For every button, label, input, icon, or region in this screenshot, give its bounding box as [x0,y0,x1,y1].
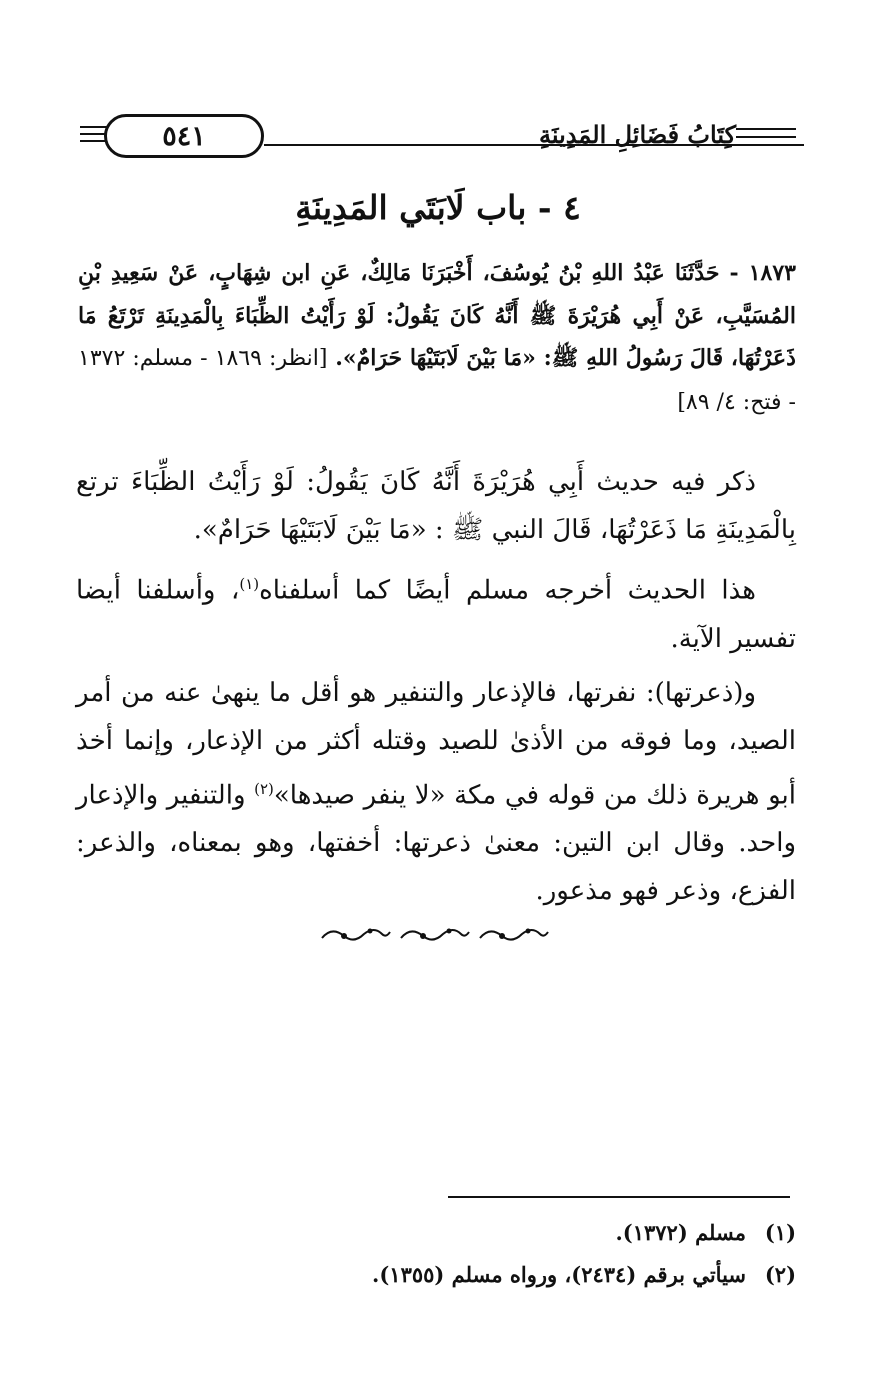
commentary-paragraph [76,669,796,916]
book-title: كِتَابُ فَضَائِلِ المَدِينَةِ [539,120,736,149]
paragraph-text: و(ذعرتها): نفرتها، فالإذعار والتنفير هو أقل ما ينهىٰ عنه من أمر الصيد، وما فوقه من الأذىٰ للصيد وقتله أكثر من الإذعار، وإنما أخذ أبو هريرة ذلك من قوله في مكة «لا ينفر صيدها» [76,677,796,811]
paragraph-text: والتنفير والإذعار واحد. وقال ابن التين: معنىٰ ذعرتها: أخفتها، وهو بمعناه، والذعر: الفزع، وذعر فهو مذعور. [76,780,796,907]
floral-divider-icon [399,924,471,946]
hadith-isnad-matn: ١٨٧٣ - حَدَّثَنَا عَبْدُ اللهِ بْنُ يُوسُفَ، أَخْبَرَنَا مَالِكٌ، عَنِ ابن شِهَابٍ، عَنْ سَعِيدِ بْنِ المُسَيَّبِ، عَنْ أَبِي هُرَيْرَةَ ﷺ أَنَّهُ كَانَ يَقُولُ: لَوْ رَأَيْتُ الظِّبَاءَ بِالْمَدِينَةِ تَرْتَعُ مَا ذَعَرْتُهَا، قَالَ رَسُولُ اللهِ ﷺ: «مَا بَيْنَ لَابَتَيْهَا حَرَامٌ». [78,260,796,371]
paragraph-text: هذا الحديث أخرجه مسلم أيضًا كما أسلفناه [259,575,756,606]
commentary-paragraph [76,560,796,663]
footnotes [200,1212,796,1296]
footnote [200,1212,796,1254]
paragraph-text: ، وأسلفنا أيضا تفسير الآية. [76,575,796,654]
commentary [76,458,796,915]
floral-divider-icon [478,924,550,946]
footnote-number: (٢) [764,1262,796,1287]
chapter-title: ٤ - باب لَابَتَي المَدِينَةِ [295,188,581,227]
commentary-paragraph [76,458,796,554]
hadith-reference: [انظر: ١٨٦٩ - مسلم: ١٣٧٢ - فتح: ٤/ ٨٩] [78,346,796,415]
footnote-divider [448,1196,790,1198]
page-number: ٥٤١ [104,114,264,158]
footnote-marker[interactable]: (١) [239,575,260,593]
footnote-text: مسلم (١٣٧٢). [615,1220,746,1245]
floral-divider-icon [320,922,550,948]
floral-divider-icon [320,924,392,946]
footnote [200,1254,796,1296]
paragraph-text: ذكر فيه حديث أَبِي هُرَيْرَةَ أَنَّهُ كَانَ يَقُولُ: لَوْ رَأَيْتُ الظِّبَاءَ ترتع بِالْمَدِينَةِ مَا ذَعَرْتُهَا، قَالَ النبي ﷺ : «مَا بَيْنَ لَابَتَيْهَا حَرَامٌ». [76,467,796,545]
footnote-marker[interactable]: (٢) [254,779,274,798]
footnote-number: (١) [764,1220,796,1245]
running-header [80,114,796,162]
hadith-text [78,252,796,424]
footnote-text: سيأتي برقم (٢٤٣٤)، ورواه مسلم (١٣٥٥). [372,1262,746,1287]
